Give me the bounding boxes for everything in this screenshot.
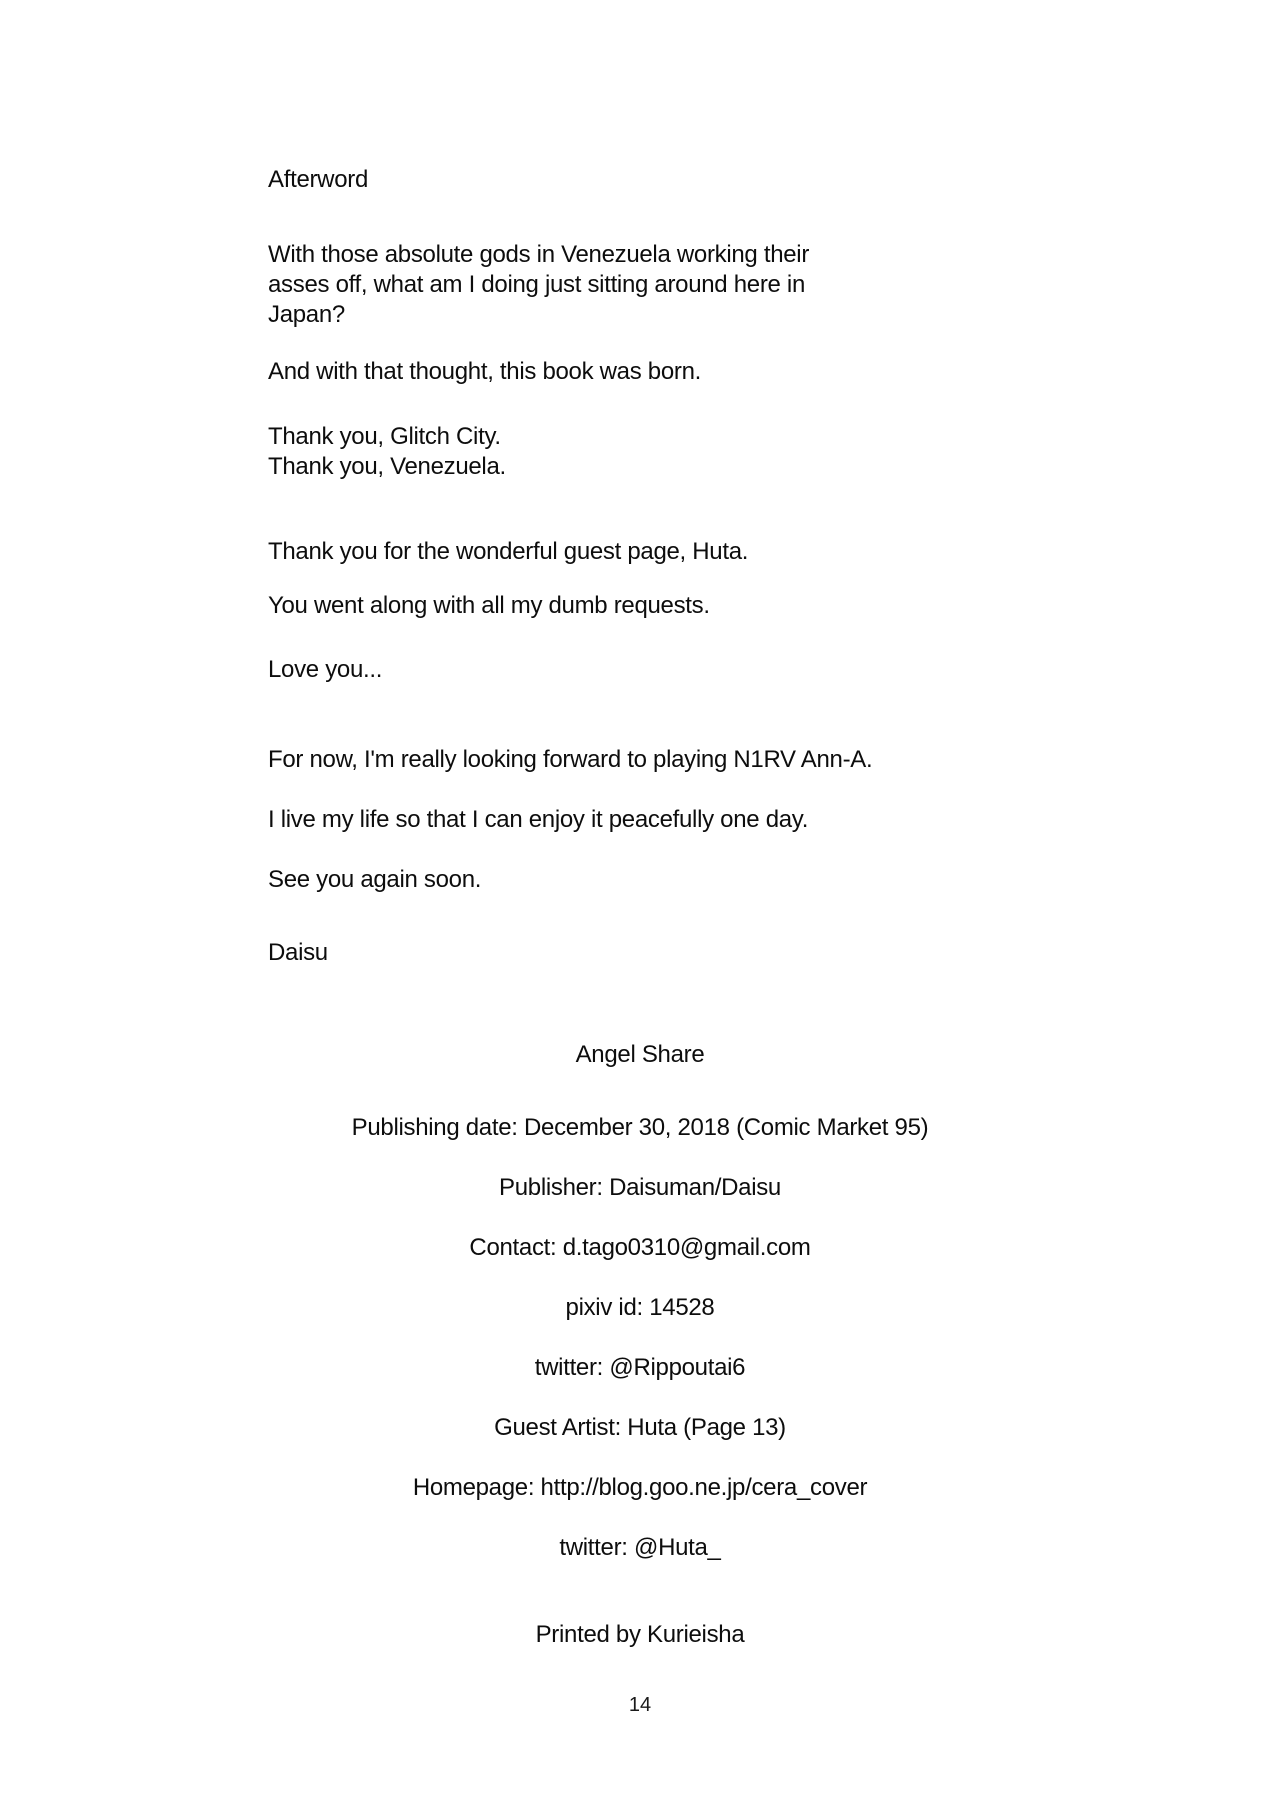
book-title: Angel Share [575,1041,705,1068]
colophon-twitter-guest: twitter: @Huta_ [559,1534,721,1561]
afterword-paragraph-thanks [268,422,988,482]
text-line: For now, I'm really looking forward to playing N1RV Ann-A. [268,746,873,773]
afterword-signature [268,938,988,968]
text-line: Love you... [268,656,383,683]
colophon-pixiv-id: pixiv id: 14528 [565,1294,715,1321]
text-line: Japan? [268,301,345,328]
afterword-paragraph-n1rv-ann-a [268,745,988,775]
afterword-paragraph-thanks-huta [268,537,988,567]
text-line: You went along with all my dumb requests. [268,592,710,619]
text-line: With those absolute gods in Venezuela working their [268,241,810,268]
afterword-paragraph-requests [268,591,988,621]
colophon-homepage: Homepage: http://blog.goo.ne.jp/cera_cover [412,1474,868,1501]
afterword-section [268,165,988,968]
colophon-twitter-author: twitter: @Rippoutai6 [534,1354,746,1381]
colophon-publishing-date: Publishing date: December 30, 2018 (Comic Market 95) [351,1114,929,1141]
afterword-paragraph-see-you [268,865,988,895]
colophon-publisher: Publisher: Daisuman/Daisu [499,1174,781,1201]
afterword-paragraph-intro [268,240,988,330]
afterword-paragraph-book-born [268,357,988,387]
text-line: Thank you for the wonderful guest page, Huta. [268,538,749,565]
colophon-guest-artist: Guest Artist: Huta (Page 13) [494,1414,786,1441]
text-line: And with that thought, this book was born. [268,358,702,385]
text-line: asses off, what am I doing just sitting around here in [268,271,806,298]
colophon-printer: Printed by Kurieisha [535,1621,745,1648]
text-line: Thank you, Glitch City. [268,423,501,450]
text-line: Thank you, Venezuela. [268,453,506,480]
afterword-paragraph-peaceful-life [268,805,988,835]
page-number: 14 [628,1694,652,1716]
afterword-paragraph-love-you [268,655,988,685]
text-line: See you again soon. [268,866,482,893]
text-line: I live my life so that I can enjoy it peacefully one day. [268,806,809,833]
text-line: Daisu [268,939,328,966]
colophon-contact-email: Contact: d.tago0310@gmail.com [469,1234,811,1261]
afterword-heading: Afterword [268,166,369,193]
colophon-section [0,1040,1280,1650]
